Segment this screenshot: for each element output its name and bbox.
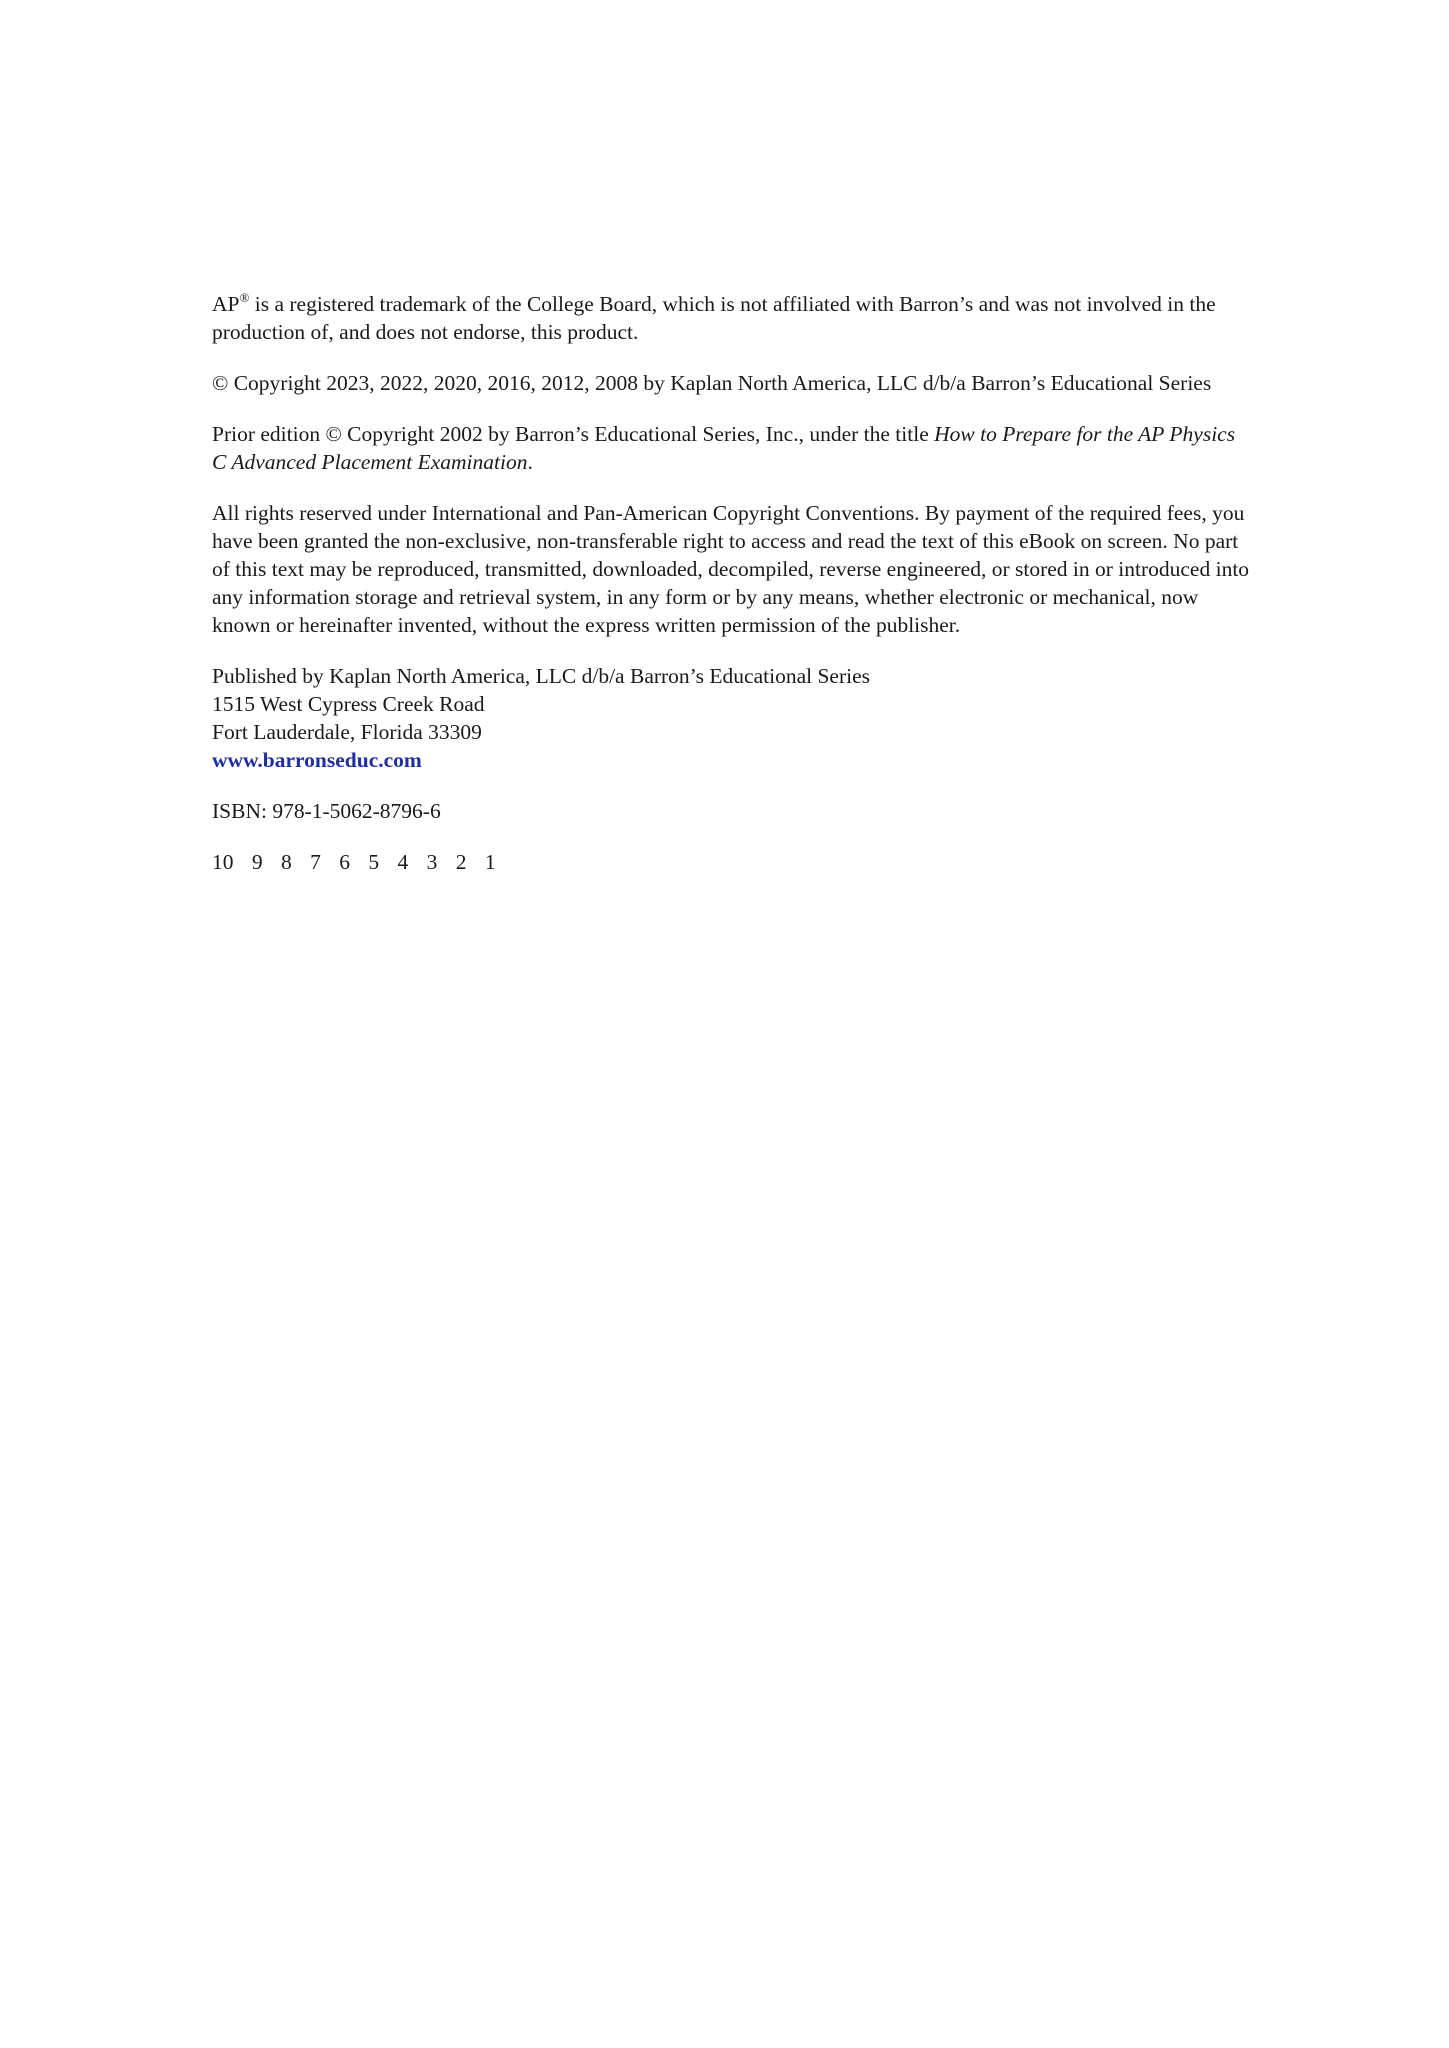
copyright-page <box>212 290 1252 899</box>
copyright-text: © Copyright 2023, 2022, 2020, 2016, 2012, 2008 by Kaplan North America, LLC d/b/a Barron’s Educational Series <box>212 371 1212 395</box>
publisher-street: 1515 West Cypress Creek Road <box>212 692 485 716</box>
prior-edition-text: Prior edition © Copyright 2002 by Barron’s Educational Series, Inc., under the title <box>212 422 935 446</box>
publisher-info <box>212 662 1252 774</box>
trademark-prefix: AP <box>212 292 240 316</box>
prior-edition-title: How to Prepare for the AP Physics C Advanced Placement Examination <box>212 422 1236 474</box>
rights-text: All rights reserved under International and Pan-American Copyright Conventions. By payment of the required fees, you have been granted the non-exclusive, non-transferable right to access and read the text of this eBook on screen. No part of this text may be reproduced, transmitted, downloaded, decompiled, reverse engineered, or stored in or introduced into any information storage and retrieval system, in any form or by any means, whether electronic or mechanical, now known or hereinafter invented, without the express written permission of the publisher. <box>212 501 1250 637</box>
prior-edition-suffix: . <box>527 450 533 474</box>
prior-edition-notice <box>212 420 1252 476</box>
trademark-notice <box>212 290 1252 346</box>
copyright-notice <box>212 369 1252 397</box>
rights-notice <box>212 499 1252 639</box>
printing-line: 10 9 8 7 6 5 4 3 2 1 <box>212 850 496 874</box>
trademark-text: is a registered trademark of the College Board, which is not affiliated with Barron’s and was not involved in the production of, and does not endorse, this product. <box>212 292 1216 344</box>
isbn: ISBN: 978-1-5062-8796-6 <box>212 799 441 823</box>
publisher-website-link[interactable]: www.barronseduc.com <box>212 748 422 772</box>
publisher-name: Published by Kaplan North America, LLC d/b/a Barron’s Educational Series <box>212 664 870 688</box>
publisher-city: Fort Lauderdale, Florida 33309 <box>212 720 482 744</box>
registered-symbol: ® <box>239 290 250 305</box>
